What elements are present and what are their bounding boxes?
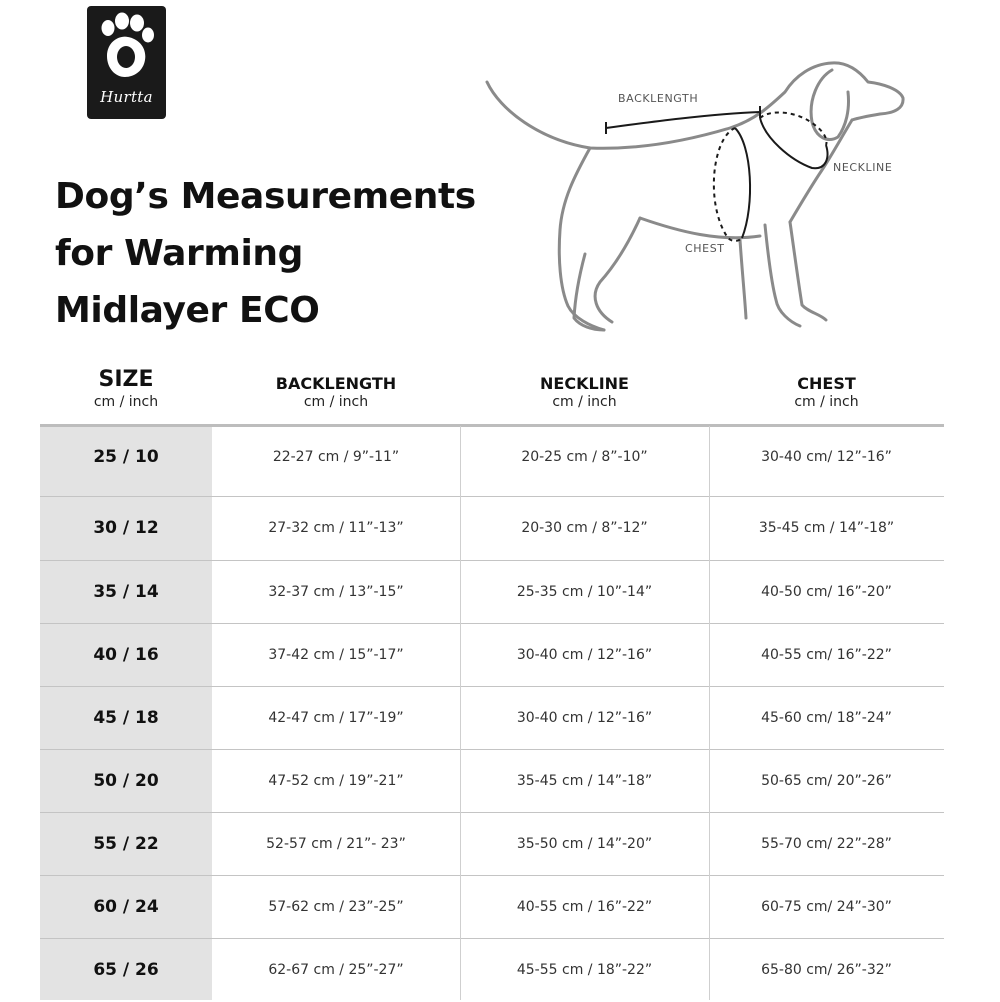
header-neckline-title: NECKLINE (540, 374, 629, 393)
backlength-cell: 62-67 cm / 25”-27” (268, 962, 404, 978)
title-line-1: Dog’s Measurements (55, 176, 476, 217)
backlength-cell: 32-37 cm / 13”-15” (268, 584, 404, 600)
title-line-2: for Warming (55, 233, 304, 274)
backlength-cell: 47-52 cm / 19”-21” (268, 773, 404, 789)
backlength-cell: 57-62 cm / 23”-25” (268, 899, 404, 915)
chest-cell: 40-55 cm/ 16”-22” (761, 647, 892, 663)
neckline-label: NECKLINE (833, 161, 893, 174)
table-row (40, 497, 944, 560)
title-line-3: Midlayer ECO (55, 290, 320, 331)
backlength-cell: 22-27 cm / 9”-11” (272, 449, 400, 465)
neckline-cell: 45-55 cm / 18”-22” (516, 962, 653, 978)
header-size-unit: cm / inch (93, 394, 159, 410)
header-chest-unit: cm / inch (794, 394, 859, 410)
header-backlength-unit: cm / inch (303, 394, 369, 410)
chest-cell: 35-45 cm / 14”-18” (758, 520, 895, 536)
size-cell: 65 / 26 (93, 960, 159, 980)
neckline-cell: 20-30 cm / 8”-12” (521, 520, 648, 536)
table-row (40, 561, 944, 624)
table-row (40, 624, 944, 687)
brand-logo (87, 6, 166, 119)
size-cell: 50 / 20 (93, 771, 159, 791)
header-chest (709, 374, 944, 410)
table-row (40, 426, 944, 489)
size-cell: 55 / 22 (93, 834, 159, 854)
size-cell: 30 / 12 (93, 518, 159, 538)
backlength-label: BACKLENGTH (618, 92, 699, 105)
neckline-cell: 25-35 cm / 10”-14” (516, 584, 653, 600)
table-row (40, 813, 944, 876)
neckline-cell: 35-50 cm / 14”-20” (516, 836, 653, 852)
backlength-cell: 42-47 cm / 17”-19” (268, 710, 404, 726)
header-backlength (212, 374, 460, 410)
chest-cell: 40-50 cm/ 16”-20” (761, 584, 892, 600)
chest-cell: 60-75 cm/ 24”-30” (761, 899, 892, 915)
header-backlength-title: BACKLENGTH (275, 374, 397, 393)
page-title (55, 168, 476, 339)
size-cell: 45 / 18 (93, 708, 159, 728)
column-divider (460, 426, 461, 1000)
logo-wordmark: Hurtta (100, 88, 153, 106)
dog-outline-icon (480, 55, 920, 345)
table-row (40, 687, 944, 750)
chest-cell: 50-65 cm/ 20”-26” (761, 773, 892, 789)
backlength-cell: 37-42 cm / 15”-17” (268, 647, 404, 663)
header-neckline (460, 374, 709, 410)
neckline-cell: 40-55 cm / 16”-22” (516, 899, 653, 915)
size-cell: 25 / 10 (93, 447, 159, 467)
table-row (40, 750, 944, 813)
table-row (40, 939, 944, 1002)
size-cell: 40 / 16 (93, 645, 159, 665)
dog-measurement-diagram (480, 55, 920, 345)
size-cell: 35 / 14 (93, 582, 159, 602)
header-size-title: SIZE (98, 367, 154, 392)
chest-cell: 65-80 cm/ 26”-32” (761, 962, 892, 978)
neckline-cell: 35-45 cm / 14”-18” (516, 773, 653, 789)
table-row (40, 876, 944, 939)
size-table (40, 426, 944, 1000)
column-divider (709, 426, 710, 1000)
header-neckline-unit: cm / inch (552, 394, 617, 410)
size-cell: 60 / 24 (93, 897, 159, 917)
chest-cell: 45-60 cm/ 18”-24” (761, 710, 892, 726)
backlength-cell: 52-57 cm / 21”- 23” (266, 836, 406, 852)
chest-label: CHEST (685, 242, 725, 255)
neckline-cell: 20-25 cm / 8”-10” (521, 449, 648, 465)
neckline-cell: 30-40 cm / 12”-16” (516, 710, 653, 726)
neckline-cell: 30-40 cm / 12”-16” (516, 647, 653, 663)
chest-cell: 30-40 cm/ 12”-16” (761, 449, 892, 465)
header-size (40, 366, 212, 410)
backlength-cell: 27-32 cm / 11”-13” (268, 520, 404, 536)
chest-cell: 55-70 cm/ 22”-28” (761, 836, 892, 852)
header-chest-title: CHEST (797, 374, 856, 393)
